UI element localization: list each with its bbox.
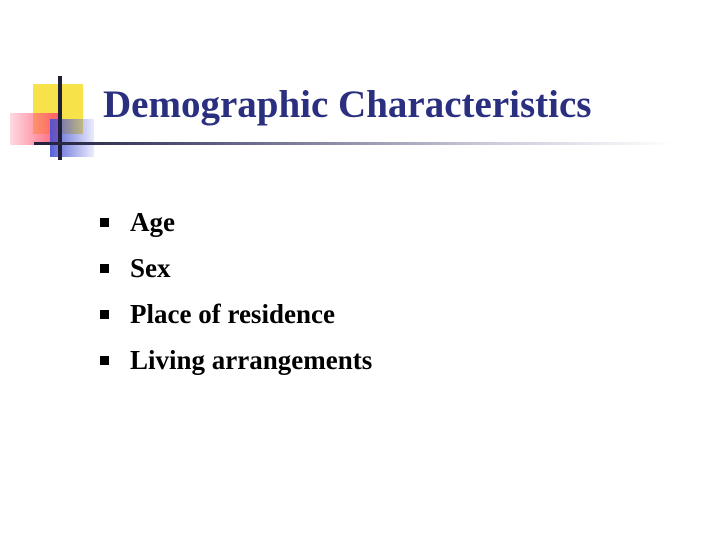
- square-bullet-icon: [100, 218, 109, 227]
- logo-blue-square: [50, 119, 94, 157]
- square-bullet-icon: [100, 356, 109, 365]
- logo-vertical-line: [58, 76, 62, 160]
- square-bullet-icon: [100, 264, 109, 273]
- slide-title: Demographic Characteristics: [103, 83, 592, 126]
- bullet-text: Age: [130, 207, 175, 237]
- bullet-text: Place of residence: [130, 299, 335, 329]
- title-underline: [34, 142, 674, 145]
- square-bullet-icon: [100, 310, 109, 319]
- bullet-text: Sex: [130, 253, 171, 283]
- bullet-text: Living arrangements: [130, 345, 373, 375]
